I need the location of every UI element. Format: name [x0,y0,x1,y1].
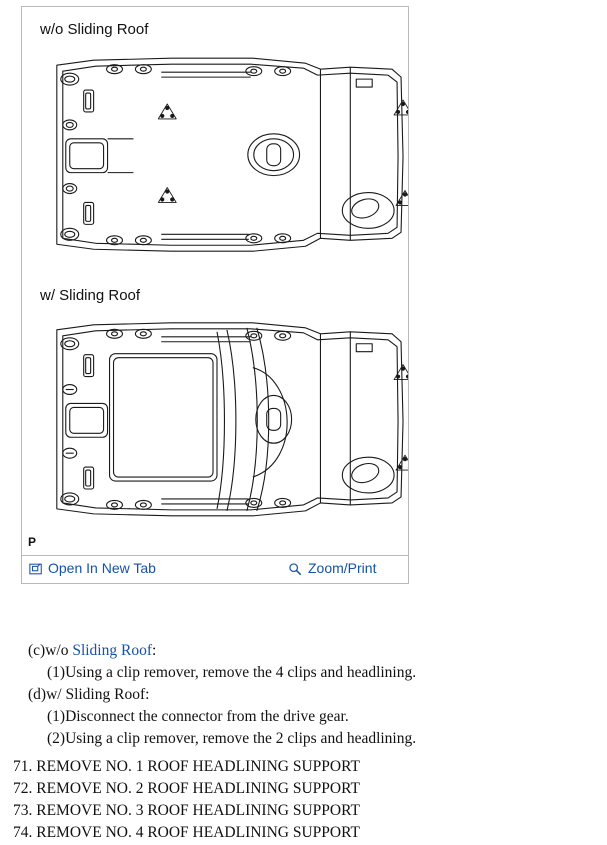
instructions-block [0,640,607,844]
figure-panel [21,6,409,584]
instruction-c-heading [0,640,607,662]
steps-list [0,756,607,844]
step-text: REMOVE NO. 2 ROOF HEADLINING SUPPORT [36,780,360,797]
roof-headlining-diagram [22,7,408,583]
step-item [0,778,607,800]
step-item [0,800,607,822]
open-in-new-tab-icon[interactable] [29,562,43,576]
figure-toolbar [22,555,408,583]
magnifier-icon[interactable] [288,562,302,576]
diagram-without-sliding-roof [57,58,408,251]
step-number: 74. [13,824,33,841]
step-item [0,756,607,778]
step-text: REMOVE NO. 3 ROOF HEADLINING SUPPORT [36,802,360,819]
open-in-new-tab-link[interactable]: Open In New Tab [48,560,156,576]
instruction-c-1: (1)Using a clip remover, remove the 4 clips and headlining. [47,664,417,681]
step-number: 72. [13,780,33,797]
step-text: REMOVE NO. 4 ROOF HEADLINING SUPPORT [36,824,360,841]
step-text: REMOVE NO. 1 ROOF HEADLINING SUPPORT [36,758,360,775]
step-item [0,822,607,844]
instruction-c-text: w/o [45,642,73,659]
instruction-c-suffix: : [152,642,157,659]
instruction-d-heading: (d)w/ Sliding Roof: [28,686,150,703]
corner-mark: P [28,535,37,549]
step-number: 73. [13,802,33,819]
zoom-print-link[interactable]: Zoom/Print [308,560,377,576]
instruction-d-1: (1)Disconnect the connector from the drive gear. [47,708,349,725]
sliding-roof-link[interactable]: Sliding Roof [72,642,152,659]
figure-caption-without-sliding-roof: w/o Sliding Roof [40,21,149,38]
instruction-d-2: (2)Using a clip remover, remove the 2 clips and headlining. [47,730,417,747]
step-number: 71. [13,758,33,775]
instruction-c-prefix: (c) [28,642,46,659]
figure-caption-with-sliding-roof: w/ Sliding Roof [40,287,141,304]
diagram-with-sliding-roof [57,323,408,516]
